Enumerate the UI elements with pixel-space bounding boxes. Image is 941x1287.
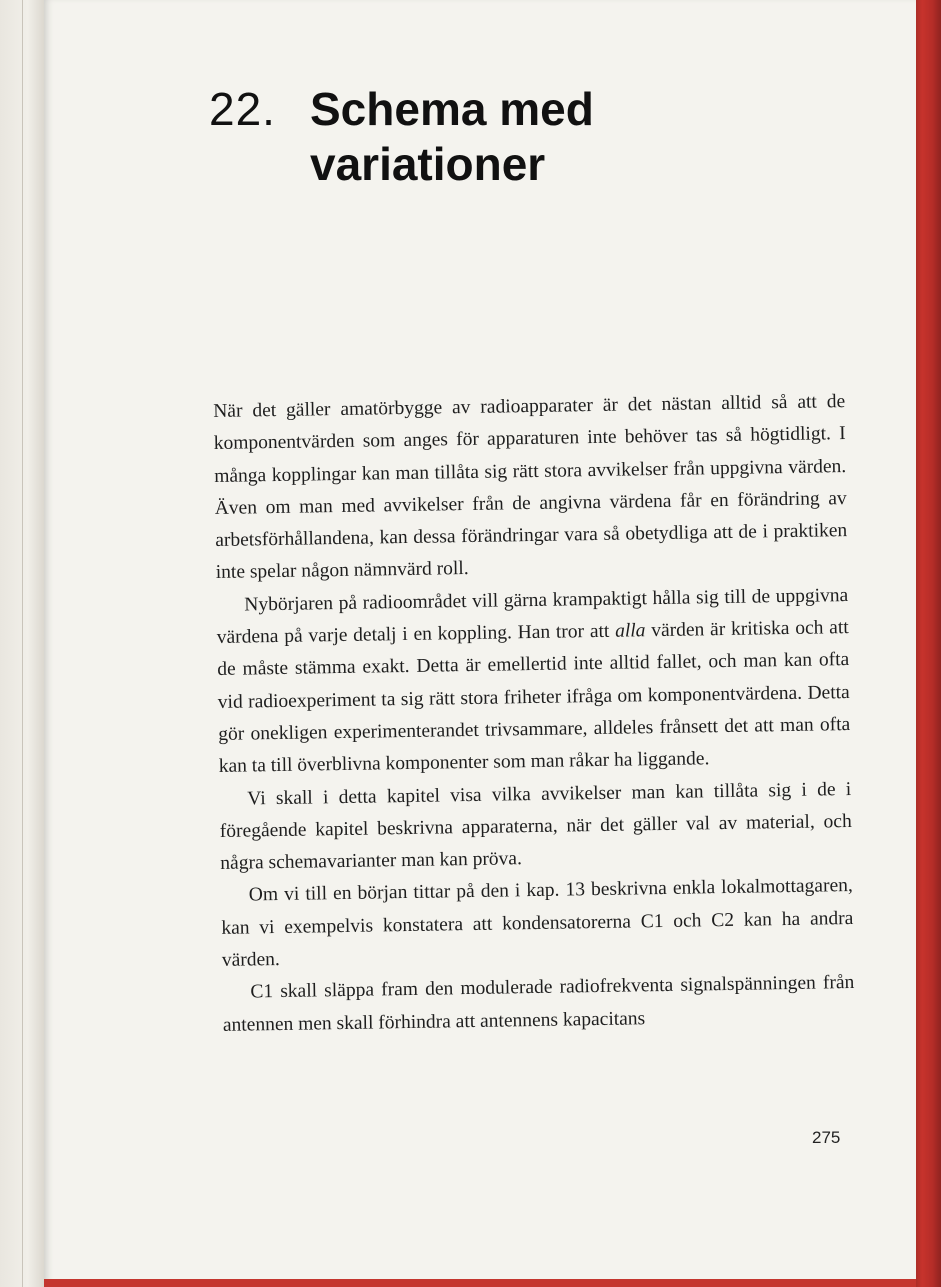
chapter-number: 22.	[209, 83, 276, 135]
emphasized-word: alla	[614, 620, 646, 642]
facing-page-edge	[0, 0, 46, 1287]
paragraph-1	[213, 386, 848, 590]
paragraph-text: Vi skall i detta kapitel visa vilka avvikelser man kan tillåta sig i de i föregående kapitel beskrivna apparaterna, när det gäller val av material, och några schemavarianter man kan pröva.	[219, 778, 852, 875]
page-gutter-line	[22, 0, 23, 1287]
paragraph-4	[221, 870, 854, 977]
paragraph-5	[222, 967, 855, 1042]
page-number: 275	[812, 1128, 841, 1147]
chapter-title: Schema med variationer	[310, 83, 594, 190]
paragraph-text: När det gäller amatörbygge av radioapparater är det nästan alltid så att de komponentvärden som anges för apparaturen inte behöver tas så högtidligt. I många kopplingar kan man tillåta sig rätt stora avvikelser från uppgivna värden. Även om man med avvikelser från de angivna värdena får en förändring av arbetsförhållandena, kan dessa förändringar vara så obetydliga att de i praktiken inte spelar någon nämnvärd roll.	[213, 391, 848, 584]
book-cover-bottom-edge	[44, 1279, 916, 1287]
paragraph-2	[216, 580, 851, 784]
paragraph-text: Om vi till en början tittar på den i kap. 13 beskrivna enkla lokalmottagaren, kan vi exempelvis konstatera att kondensatorerna C1 och C2 kan ha andra värden.	[221, 875, 854, 971]
paragraph-text: Nybörjaren på radioområdet vill gärna krampaktigt hålla sig till de uppgivna värdena på varje detalj i en koppling. Han tror att	[216, 584, 849, 649]
paragraph-text: C1 skall släppa fram den modulerade radiofrekventa signalspänningen från antennen men skall förhindra att antennens kapacitans	[222, 972, 855, 1036]
paragraph-text: värden är kritiska och att de måste stämma exakt. Detta är emellertid inte alltid fallet, och man kan ofta vid radioexperiment ta sig rätt stora friheter ifråga om komponentvärdena. Detta gör onekligen experimenterandet trivsammare, alldeles frånsett det att man ofta kan ta till överblivna komponenter som man råkar ha liggande.	[217, 617, 851, 778]
chapter-body	[213, 386, 855, 1042]
paragraph-3	[219, 774, 852, 881]
book-cover-edge	[912, 0, 941, 1287]
